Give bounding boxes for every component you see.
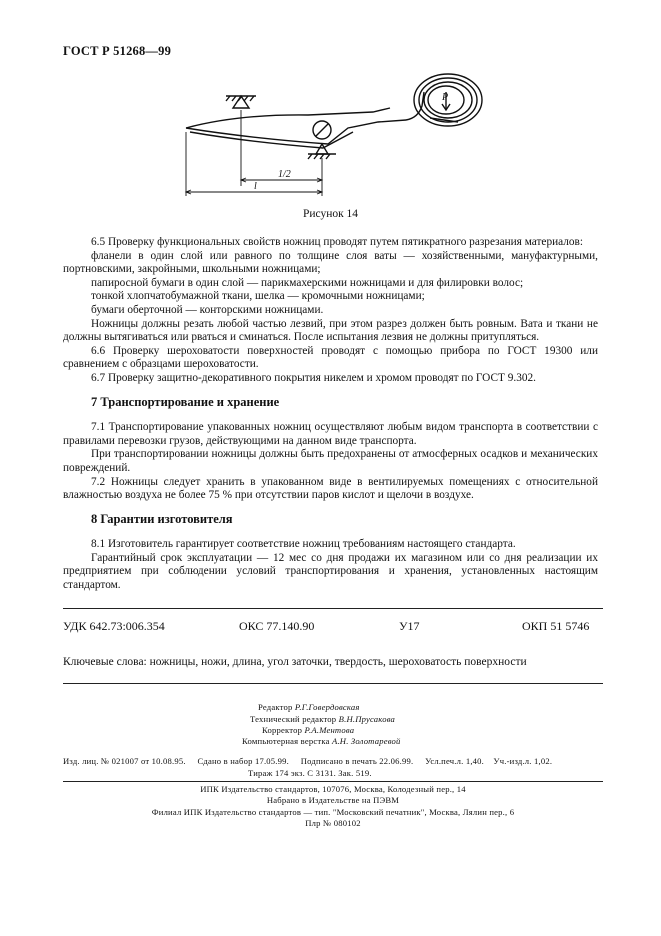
- para-6-7: 6.7 Проверку защитно-декоративного покрытия никелем и хромом проводят по ГОСТ 9.302.: [91, 371, 536, 384]
- divider-top: [63, 608, 603, 609]
- para-8-1-b: Гарантийный срок эксплуатации — 12 мес со дня продажи их магазином или со дня реализации их предприятием при соблюдении условий транспортирования и хранения, установленных настоящим стандартом.: [63, 551, 598, 592]
- publisher-line-3: Филиал ИПК Издательство стандартов — тип. "Московский печатник", Москва, Лялин пер., 6: [151, 806, 515, 817]
- publisher-line-4: Плр № 080102: [305, 817, 361, 828]
- upper-blade: [186, 108, 390, 128]
- para-6-5: 6.5 Проверку функциональных свойств ножниц проводят путем пятикратного разрезания материалов:: [91, 236, 584, 248]
- editor-line: Редактор Р.Г.Говердовская: [258, 702, 360, 712]
- section-heading-8: 8 Гарантии изготовителя: [91, 511, 233, 526]
- publisher-line-1: ИПК Издательство стандартов, 107076, Москва, Колодезный пер., 14: [200, 784, 466, 794]
- section-heading-7: 7 Транспортирование и хранение: [91, 394, 280, 409]
- okp-code: ОКП 51 5746: [522, 619, 590, 633]
- corrector-line: Корректор Р.А.Ментова: [262, 725, 355, 735]
- lower-blade: [186, 120, 406, 144]
- tech-editor-line: Технический редактор В.Н.Прусакова: [250, 714, 396, 724]
- para-7-2: 7.2 Ножницы следует хранить в упакованном виде в вентилируемых помещениях с относительной влажностью воздуха не более 75 % при отсутствии паров кислот и щелочи в воздухе.: [63, 475, 598, 502]
- udk-code: УДК 642.73:006.354: [63, 619, 165, 633]
- publisher-line-2: Набрано в Издательстве на ПЭВМ: [266, 795, 400, 806]
- u-code: У17: [399, 619, 420, 633]
- para-6-5-note: Ножницы должны резать любой частью лезвий, при этом разрез должен быть ровным. Вата и ткани не должны вытягиваться или рваться и сминаться. После испытания лезвия не должны притупляться.: [63, 317, 598, 344]
- figure-label-half: 1/2: [278, 169, 291, 180]
- para-6-5-item-1: фланели в один слой или равного по толщине слоя ваты — хозяйственными, мануфактурными, портновскими, закройными, школьными ножницами;: [63, 249, 598, 276]
- para-6-5-item-2: папиросной бумаги в один слой — парикмахерскими ножницами и для филировки волос;: [91, 276, 524, 289]
- print-info-line-1: Изд. лиц. № 021007 от 10.08.95. Сдано в набор 17.05.99. Подписано в печать 22.06.99. Усл.печ.л. 1,40. Уч.-изд.л. 1,02.: [63, 756, 553, 766]
- document-header: ГОСТ Р 51268—99: [63, 44, 172, 58]
- para-8-1: 8.1 Изготовитель гарантирует соответствие ножниц требованиям настоящего стандарта.: [91, 538, 516, 551]
- para-7-1: 7.1 Транспортирование упакованных ножниц осуществляют любым видом транспорта в соответствии с правилами перевозки грузов, действующими на данном виде транспорта.: [63, 421, 598, 447]
- para-6-5-item-3: тонкой хлопчатобумажной ткани, шелка — кромочными ножницами;: [91, 290, 425, 303]
- keywords: Ключевые слова: ножницы, ножи, длина, угол заточки, твердость, шероховатость поверхности: [63, 656, 527, 668]
- body-text: [63, 236, 598, 593]
- figure-caption: Рисунок 14: [302, 208, 359, 220]
- layout-line: Компьютерная верстка А.Н. Золотаревой: [242, 736, 401, 746]
- publisher-info: [63, 784, 603, 829]
- figure-label-p: P: [442, 92, 449, 103]
- print-info-line-2: Тираж 174 экз. С 3131. Зак. 519.: [248, 768, 372, 778]
- divider-imprint: [63, 781, 603, 782]
- scissors-test-figure: [178, 70, 498, 205]
- para-6-6: 6.6 Проверку шероховатости поверхностей проводят с помощью прибора по ГОСТ 19300 или сравнением с образцами шероховатости.: [63, 344, 598, 371]
- para-7-1-b: При транспортировании ножницы должны быть предохранены от атмосферных осадков и механических повреждений.: [63, 448, 598, 474]
- oks-code: ОКС 77.140.90: [239, 619, 315, 633]
- divider-bottom: [63, 683, 603, 684]
- figure-label-l: l: [254, 181, 257, 192]
- para-6-5-item-4: бумаги оберточной — конторскими ножницами.: [91, 303, 324, 316]
